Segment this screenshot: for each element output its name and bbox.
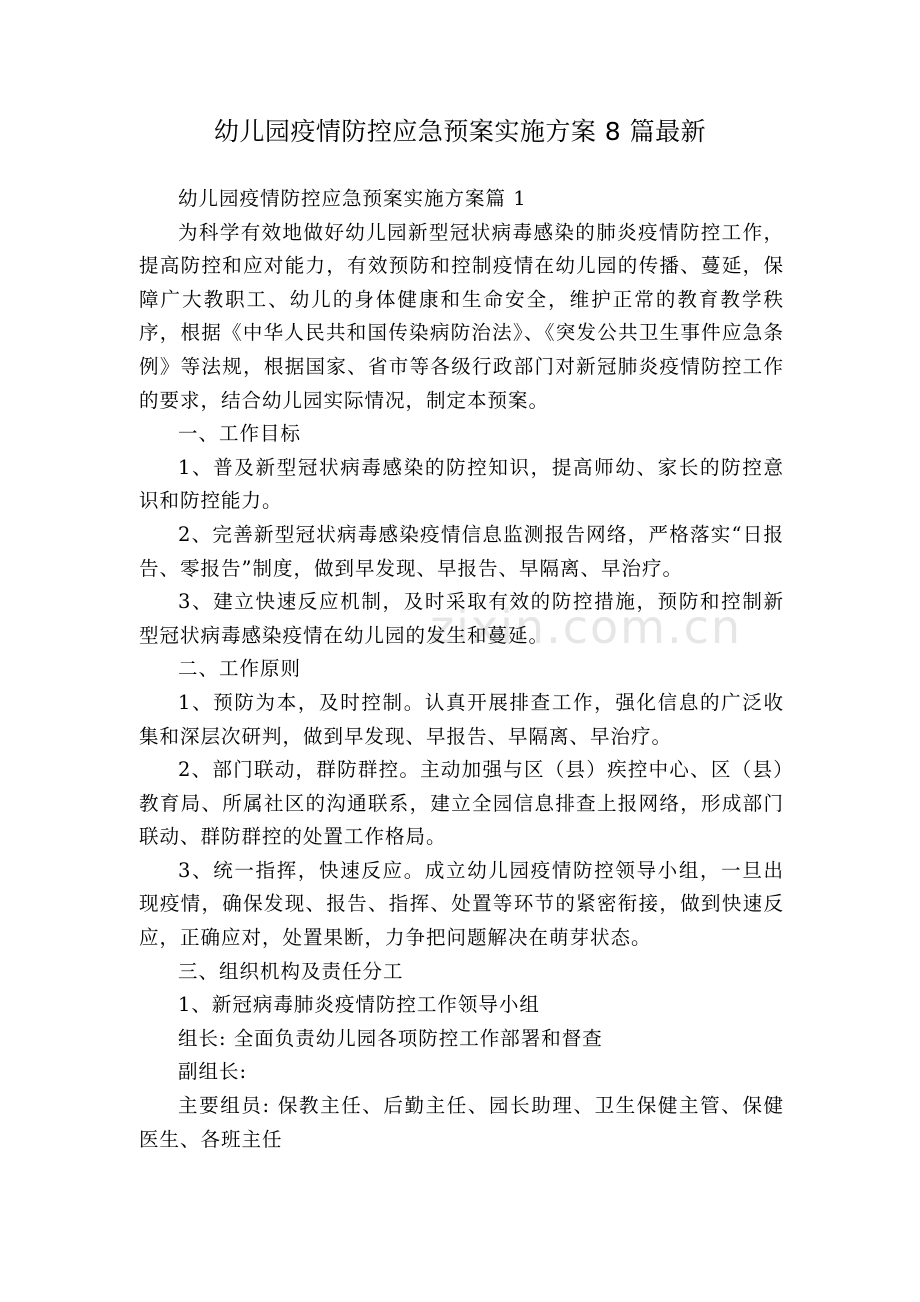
principle-item-1: 1、预防为本，及时控制。认真开展排查工作，强化信息的广泛收集和深层次研判，做到早发现、早报告、早隔离、早治疗。 <box>139 690 784 748</box>
section-heading-plan-1: 幼儿园疫情防控应急预案实施方案篇 1 <box>178 187 527 210</box>
principle-item-2: 2、部门联动，群防群控。主动加强与区（县）疾控中心、区（县）教育局、所属社区的沟通联系，建立全园信息排查上报网络，形成部门联动、群防群控的处置工作格局。 <box>139 758 784 849</box>
section-heading-organization: 三、组织机构及责任分工 <box>178 959 404 983</box>
document-title: 幼儿园疫情防控应急预案实施方案 8 篇最新 <box>213 117 707 146</box>
organization-item-1: 1、新冠病毒肺炎疫情防控工作领导小组 <box>178 993 540 1017</box>
section-heading-principles: 二、工作原则 <box>178 657 302 681</box>
goal-item-3: 3、建立快速反应机制，及时采取有效的防控措施，预防和控制新型冠状病毒感染疫情在幼儿园的发生和蔓延。 <box>139 590 784 647</box>
intro-paragraph: 为科学有效地做好幼儿园新型冠状病毒感染的肺炎疫情防控工作，提高防控和应对能力，有效预防和控制疫情在幼儿园的传播、蔓延，保障广大教职工、幼儿的身体健康和生命安全，维护正常的教育教学秩序，根据《中华人民共和国传染病防治法》、《突发公共卫生事件应急条例》等法规，根据国家、省市等各级行政部门对新冠肺炎疫情防控工作的要求，结合幼儿园实际情况，制定本预案。 <box>139 220 784 412</box>
goal-item-2: 2、完善新型冠状病毒感染疫情信息监测报告网络，严格落实“日报告、零报告”制度，做到早发现、早报告、早隔离、早治疗。 <box>139 522 784 580</box>
goal-item-1: 1、普及新型冠状病毒感染的防控知识，提高师幼、家长的防控意识和防控能力。 <box>139 455 784 513</box>
watermark: zixin.com.cn <box>430 600 743 654</box>
team-leader-line: 组长: 全面负责幼儿园各项防控工作部署和督查 <box>178 1026 603 1050</box>
principle-item-3: 3、统一指挥，快速反应。成立幼儿园疫情防控领导小组，一旦出现疫情，确保发现、报告、指挥、处置等环节的紧密衔接，做到快速反应，正确应对，处置果断，力争把问题解决在萌芽状态。 <box>139 858 784 950</box>
document-body <box>139 182 784 1156</box>
team-members-line: 主要组员: 保教主任、后勤主任、园长助理、卫生保健主管、保健医生、各班主任 <box>139 1094 784 1151</box>
deputy-leader-line: 副组长: <box>178 1060 248 1084</box>
section-heading-goals: 一、工作目标 <box>178 422 302 446</box>
